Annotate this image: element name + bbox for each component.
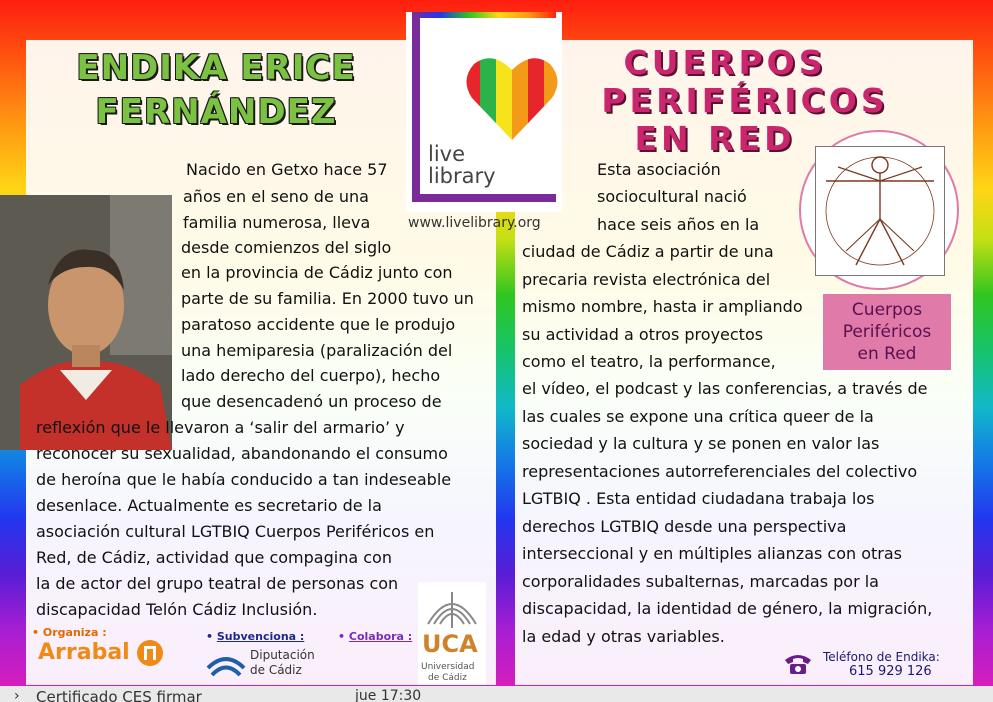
assoc-line-6: mismo nombre, hasta ir ampliando [522,297,803,316]
telephone-icon [783,652,813,676]
logo-library: library [428,164,496,188]
logo-line1: Cuerpos [851,300,923,320]
subvenciona-label: • Subvenciona : [206,630,305,643]
bio-line-10: que desencadenó un proceso de [181,392,442,411]
uca-line1: Universidad [421,662,475,672]
phone-number: 615 929 126 [849,664,932,679]
bio-line-5: en la provincia de Cádiz junto con [181,263,453,282]
assoc-line-7: su actividad a otros proyectos [522,325,764,344]
bio-line-7: paratoso accidente que le produjo [181,315,456,334]
assoc-line-13: LGTBIQ . Esta entidad ciudadana trabaja los [522,489,875,508]
logo-line2: Periféricos [842,322,932,342]
logo-live: live [428,142,466,166]
uca-line2: de Cádiz [428,673,467,683]
assoc-line-2: sociocultural nació [597,187,747,206]
bio-line-6: parte de su familia. En 2000 tuvo un [181,289,474,308]
diputacion-line2: de Cádiz [250,663,302,677]
bio-line-3: familia numerosa, lleva [183,213,371,232]
person-name-line1: ENDIKA ERICE [76,48,356,88]
bio-line-16: Red, de Cádiz, actividad que compagina con [36,548,392,567]
bio-line-17: la de actor del grupo teatral de personas con [36,574,399,593]
uca-emblem-icon [418,584,486,634]
phone-label: Teléfono de Endika: [823,650,940,664]
live-library-logo [406,12,562,240]
phone-contact [783,648,973,682]
logo-url: www.livelibrary.org [408,215,541,231]
rainbow-heart-icon [464,50,560,146]
diputacion-logo [206,648,316,680]
arrabal-icon [137,640,163,666]
organiza-label: • Organiza : [32,626,107,639]
uca-text: UCA [422,630,478,658]
assoc-line-18: la edad y otras variables. [522,627,725,646]
vitruvian-figure-icon [815,146,945,276]
assoc-line-14: derechos LGTBIQ desde una perspectiva [522,517,847,536]
assoc-line-11: sociedad y la cultura y se ponen en valor las [522,434,880,453]
arrabal-logo: Arrabal [38,640,163,666]
assoc-line-17: discapacidad, la identidad de género, la migración, [522,599,933,618]
assoc-line-9: el vídeo, el podcast y las conferencias, a través de [522,379,928,398]
title-line1: CUERPOS [623,43,827,82]
assoc-line-8: como el teatro, la performance, [522,352,776,371]
logo-line3: en Red [857,344,917,364]
bio-line-14: desenlace. Actualmente es secretario de la [36,496,382,515]
assoc-line-12: representaciones autorreferenciales del colectivo [522,462,918,481]
bio-line-9: lado derecho del cuerpo), hecho [181,366,441,385]
chevron-right-icon[interactable]: › [14,688,20,702]
bio-line-11: reflexión que le llevaron a ‘salir del armario’ y [36,418,405,437]
bio-line-12: reconocer su sexualidad, abandonando el consumo [36,444,448,463]
colabora-label: • Colabora : [338,630,413,643]
bio-line-18: discapacidad Telón Cádiz Inclusión. [36,600,318,619]
bio-line-2: años en el seno de una [183,187,369,206]
bio-line-4: desde comienzos del siglo [181,238,392,257]
taskbar-item[interactable]: Certificado CES firmar [36,688,202,702]
bio-line-1: Nacido en Getxo hace 57 [186,160,388,179]
cuerpos-perifericos-logo [795,126,971,376]
assoc-line-10: las cuales se expone una crítica queer de la [522,407,874,426]
taskbar-time: jue 17:30 [355,688,422,702]
taskbar [0,686,993,702]
bio-line-13: de heroína que le había conducido a tan indeseable [36,470,452,489]
title-line3: EN RED [634,119,796,158]
assoc-line-1: Esta asociación [597,160,721,179]
bio-line-15: asociación cultural LGTBIQ Cuerpos Periféricos en [36,522,435,541]
diputacion-line1: Diputación [250,648,315,662]
assoc-line-5: precaria revista electrónica del [522,270,771,289]
diputacion-icon [206,648,246,678]
bio-line-8: una hemiparesia (paralización del [181,341,453,360]
person-photo [0,195,172,450]
person-name-line2: FERNÁNDEZ [95,92,337,132]
assoc-line-16: corporalidades subalternas, marcadas por la [522,572,879,591]
assoc-line-4: ciudad de Cádiz a partir de una [522,242,774,261]
logo-text-box [823,294,951,370]
assoc-line-15: interseccional y en múltiples alianzas con otras [522,544,903,563]
uca-logo [418,582,486,685]
title-line2: PERIFÉRICOS [601,81,889,120]
right-panel [515,40,973,685]
assoc-line-3: hace seis años en la [597,215,760,234]
